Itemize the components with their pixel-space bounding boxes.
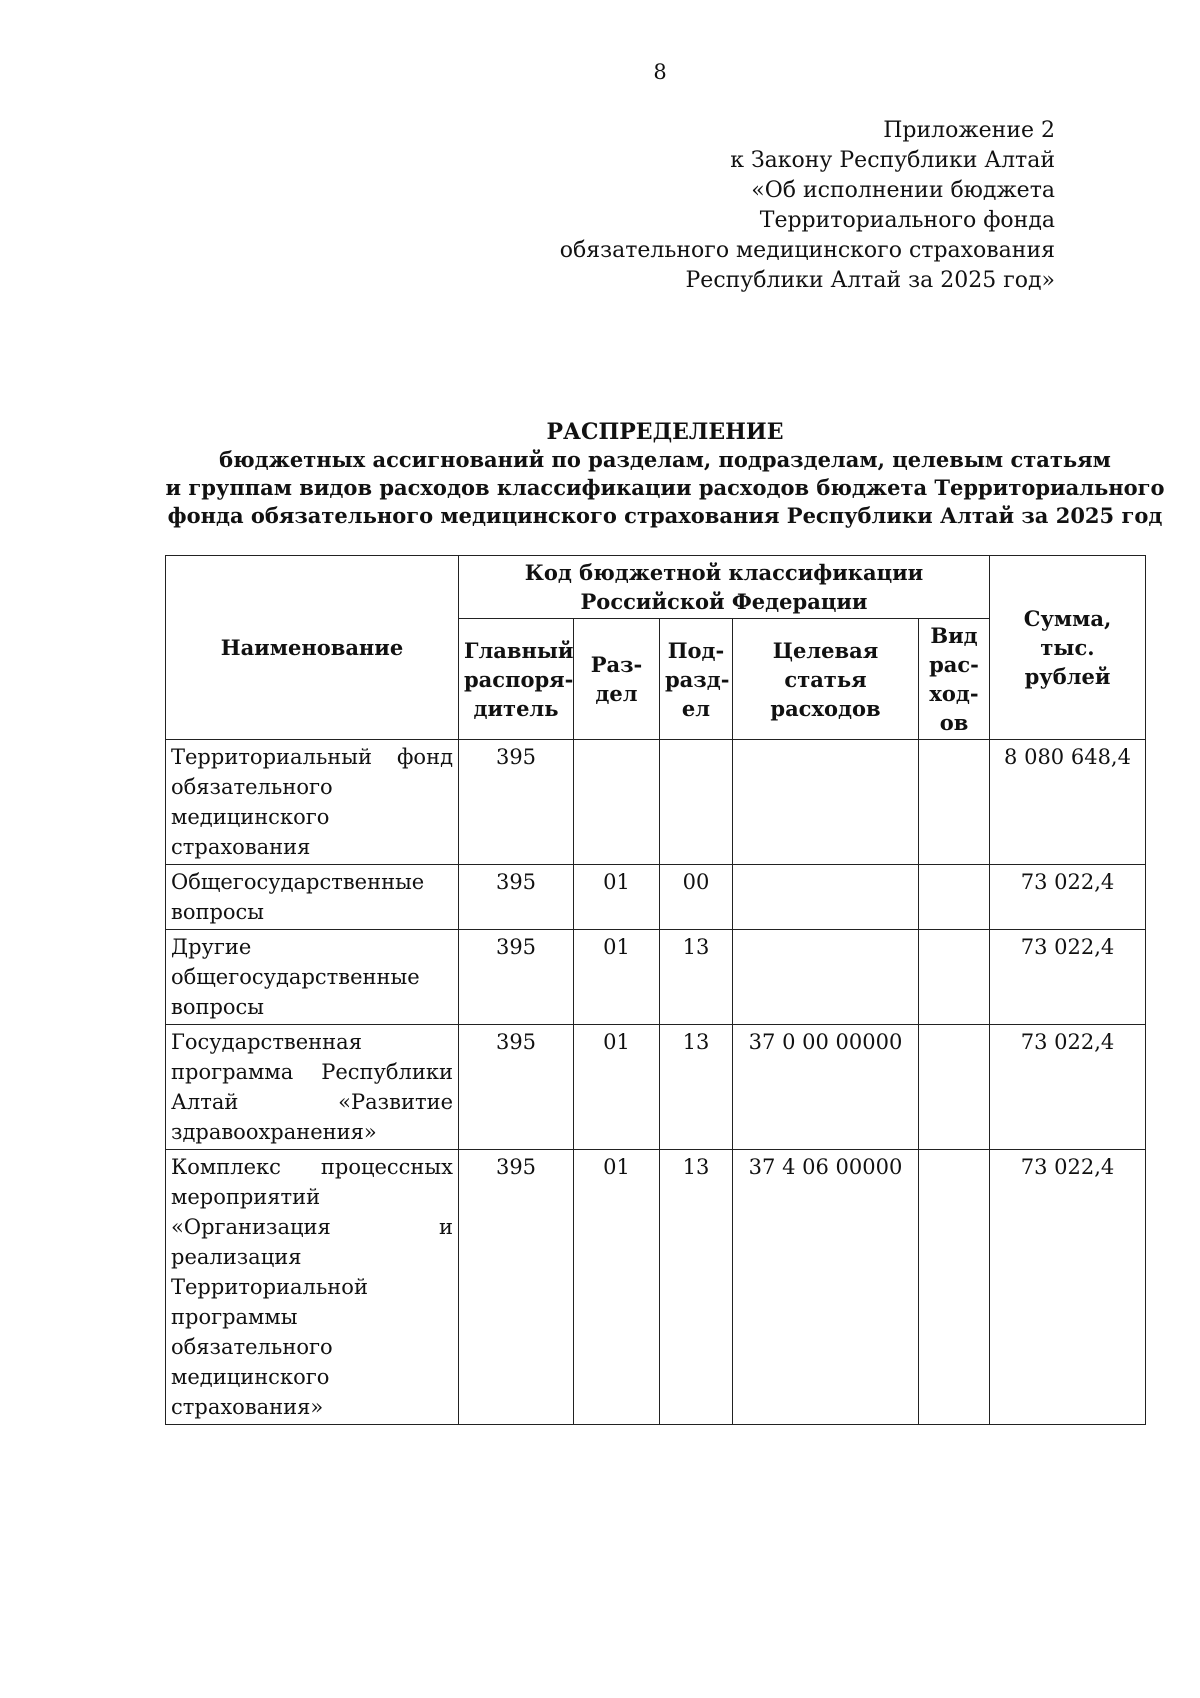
row-section: 01 [574,930,660,1025]
header-expense-type: Вид рас-ход-ов [919,619,990,740]
row-expense-type [919,1025,990,1150]
row-main-manager: 395 [459,1150,574,1425]
header-name: Наименование [166,556,459,740]
header-section: Раз-дел [574,619,660,740]
header-amount: Сумма, тыс. рублей [990,556,1146,740]
row-subsection: 13 [660,1025,733,1150]
row-name: Другие общегосударственные вопросы [166,930,459,1025]
row-name: Комплекс процессных мероприятий «Организация и реализация Территориальной программы обязательного медицинского страхования» [166,1150,459,1425]
appendix-line: обязательного медицинского страхования [559,238,1055,263]
row-name: Территориальный фонд обязательного медицинского страхования [166,740,459,865]
row-main-manager: 395 [459,740,574,865]
appendix-line: Территориального фонда [759,208,1055,233]
row-name: Общегосударственные вопросы [166,865,459,930]
row-main-manager: 395 [459,930,574,1025]
heading-line: и группам видов расходов классификации расходов бюджета Территориального [165,475,1165,500]
row-expense-type [919,1150,990,1425]
row-section [574,740,660,865]
appendix-line: «Об исполнении бюджета [751,178,1055,203]
table-row [166,1150,1146,1425]
row-expense-type [919,740,990,865]
row-target-article [733,930,919,1025]
table-row [166,1025,1146,1150]
document-title: РАСПРЕДЕЛЕНИЕ [546,419,784,445]
row-target-article [733,865,919,930]
document-heading [165,418,1165,530]
row-amount: 73 022,4 [990,1150,1146,1425]
row-target-article: 37 0 00 00000 [733,1025,919,1150]
row-amount: 8 080 648,4 [990,740,1146,865]
appendix-line: Республики Алтай за 2025 год» [685,268,1055,293]
heading-line: бюджетных ассигнований по разделам, подразделам, целевым статьям [219,447,1111,472]
row-subsection: 13 [660,930,733,1025]
row-section: 01 [574,865,660,930]
row-subsection [660,740,733,865]
row-target-article: 37 4 06 00000 [733,1150,919,1425]
row-amount: 73 022,4 [990,865,1146,930]
header-target-article: Целевая статья расходов [733,619,919,740]
appendix-line: Приложение 2 [883,118,1055,143]
row-expense-type [919,865,990,930]
heading-line: фонда обязательного медицинского страхования Республики Алтай за 2025 год [167,503,1163,528]
table-row [166,740,1146,865]
appendix-line: к Закону Республики Алтай [730,148,1055,173]
row-name: Государственная программа Республики Алтай «Развитие здравоохранения» [166,1025,459,1150]
header-subsection: Под-разд-ел [660,619,733,740]
row-main-manager: 395 [459,1025,574,1150]
row-amount: 73 022,4 [990,1025,1146,1150]
table-row [166,930,1146,1025]
header-main-manager: Главный распоря-дитель [459,619,574,740]
row-expense-type [919,930,990,1025]
row-main-manager: 395 [459,865,574,930]
header-code-group: Код бюджетной классификации Российской Федерации [459,556,990,619]
row-subsection: 00 [660,865,733,930]
row-section: 01 [574,1025,660,1150]
appendix-note [560,116,1055,296]
page-number: 8 [653,60,667,84]
row-section: 01 [574,1150,660,1425]
row-target-article [733,740,919,865]
row-subsection: 13 [660,1150,733,1425]
budget-table [165,555,1146,1425]
row-amount: 73 022,4 [990,930,1146,1025]
table-row [166,865,1146,930]
